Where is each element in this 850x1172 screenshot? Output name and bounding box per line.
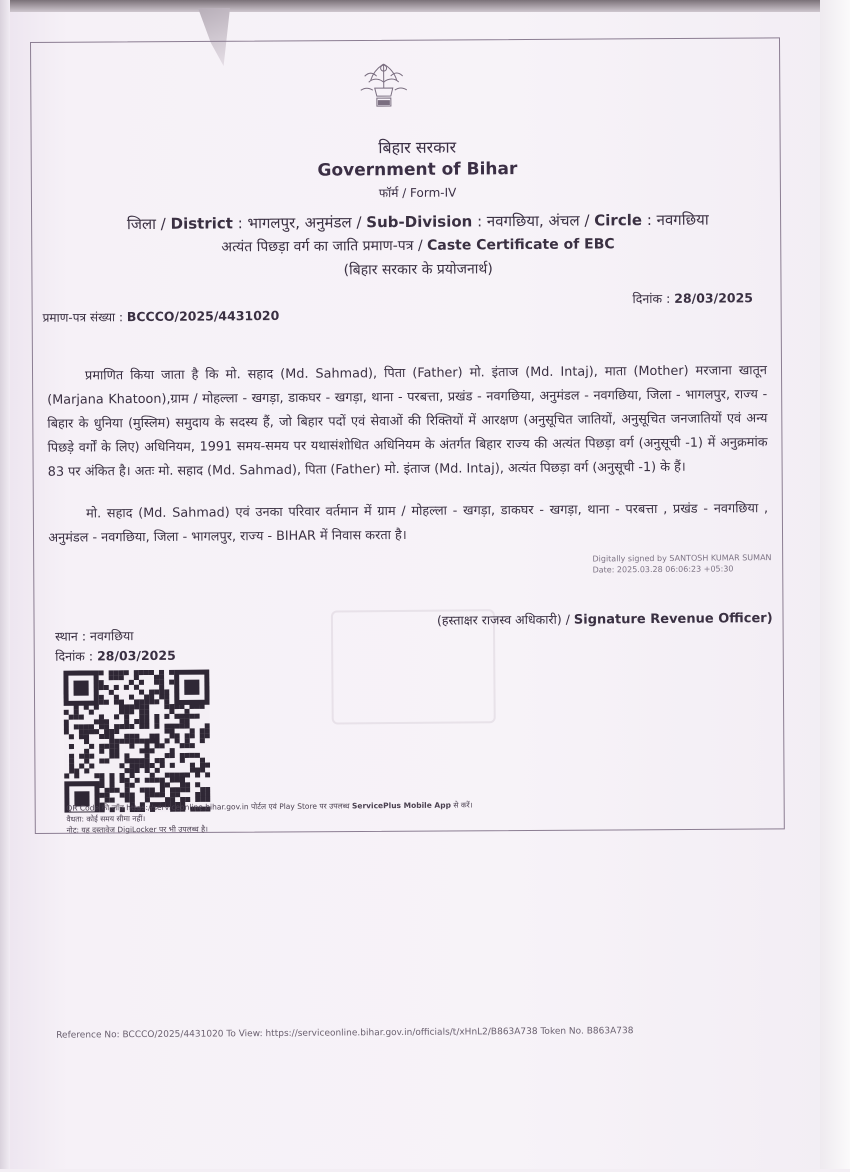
certificate-title	[68, 233, 768, 257]
place-and-date	[55, 626, 176, 667]
certificate-title-english: Caste Certificate of EBC	[427, 236, 615, 254]
certification-paragraph	[47, 359, 768, 485]
location-line	[68, 209, 768, 234]
place-date-label: दिनांक :	[55, 648, 98, 664]
certificate-purpose: (बिहार सरकार के प्रयोजनार्थ)	[343, 261, 493, 279]
district-label: District	[170, 214, 233, 233]
digital-signature-date: Date: 2025.03.28 06:06:23 +05:30	[592, 564, 734, 575]
form-label: फॉर्म / Form-IV	[378, 185, 457, 201]
certificate-number	[42, 307, 279, 326]
certificate-number-label: प्रमाण-पत्र संख्या :	[42, 310, 127, 325]
issue-date-value: 28/03/2025	[674, 290, 754, 306]
signature-label-english: Signature Revenue Officer)	[573, 611, 773, 628]
qr-note-suffix: से करें।	[450, 800, 473, 810]
bihar-emblem-icon	[353, 58, 415, 114]
subdivision-label: Sub-Division	[366, 212, 473, 232]
signature-line	[437, 609, 773, 629]
qr-note-validity: वैधता: कोई समय सीमा नहीं।	[66, 814, 146, 824]
residence-paragraph	[48, 497, 768, 551]
gov-title-hindi: बिहार सरकार	[378, 137, 457, 158]
district-prefix: जिला /	[126, 214, 171, 234]
qr-note-app: ServicePlus Mobile App	[351, 800, 451, 811]
qr-note-digilocker: नोट: यह दस्तावेज DigiLocker पर भी उपलब्ध है।	[66, 824, 208, 835]
circle-value: : नवगछिया	[641, 210, 709, 230]
issue-date-label: दिनांक :	[632, 290, 675, 307]
digital-signature-signer: Digitally signed by SANTOSH KUMAR SUMAN	[592, 553, 772, 564]
digital-signature	[592, 552, 792, 576]
circle-label: Circle	[594, 211, 643, 230]
district-value: : भागलपुर, अनुमंडल /	[232, 213, 367, 233]
gov-title-english: Government of Bihar	[317, 159, 518, 181]
qr-code[interactable]	[63, 670, 210, 813]
residence-text: मो. सहाद (Md. Sahmad) एवं उनका परिवार वर्तमान में ग्राम / मोहल्ला - खगड़ा, डाकघर - खगड़ा, थाना - परबत्ता , प्रखंड - नवगछिया , अनुमंडल - नवगछिया, जिला - भागलपुर, राज्य - BIHAR में निवास करता है।	[48, 501, 769, 546]
place-label: स्थान :	[55, 628, 91, 644]
qr-note-prefix: QR Code की जाँच https://serviceonline.bihar.gov.in पोर्टल एवं Play Store पर उपलब्ध	[66, 801, 352, 813]
certificate-number-value: BCCCO/2025/4431020	[126, 307, 280, 325]
qr-note	[66, 798, 626, 835]
place-date-value: 28/03/2025	[96, 647, 176, 664]
subdivision-value: : नवगछिया, अंचल /	[472, 211, 595, 231]
signature-label-hindi: (हस्ताक्षर राजस्व अधिकारी) /	[436, 611, 574, 628]
reference-footer: Reference No: BCCCO/2025/4431020 To View: https://serviceonline.bihar.gov.in/officials/t/xHnL2/B863A738 Token No. B863A738	[56, 1026, 634, 1041]
place-value: नवगछिया	[89, 628, 134, 644]
certificate-title-hindi: अत्यंत पिछड़ा वर्ग का जाति प्रमाण-पत्र /	[221, 237, 428, 256]
issue-date	[632, 289, 753, 307]
certification-text: प्रमाणित किया जाता है कि मो. सहाद (Md. Sahmad), पिता (Father) मो. इंताज (Md. Intaj), माता (Mother) मरजाना खातून (Marjana Khatoon),ग्राम / मोहल्ला - खगड़ा, डाकघर - खगड़ा, थाना - परबत्ता, प्रखंड - नवगछिया, अनुमंडल - नवगछिया, जिला - भागलपुर, राज्य - बिहार के धुनिया (मुस्लिम) समुदाय के सदस्य हैं, जो बिहार पदों एवं सेवाओं की रिक्तियों में आरक्षण (अनुसूचित जातियों, अनुसूचित जनजातियों एवं अन्य पिछड़े वर्गों के लिए) अधिनियम, 1991 समय-समय पर यथासंशोधित अधिनियम के अंतर्गत बिहार राज्य की अत्यंत पिछड़ा वर्ग (अनुसूची -1) में अनुक्रमांक 83 पर अंकित है। अतः मो. सहाद (Md. Sahmad), पिता (Father) मो. इंताज (Md. Intaj), अत्यंत पिछड़ा वर्ग (अनुसूची -1) के हैं।	[47, 363, 768, 480]
